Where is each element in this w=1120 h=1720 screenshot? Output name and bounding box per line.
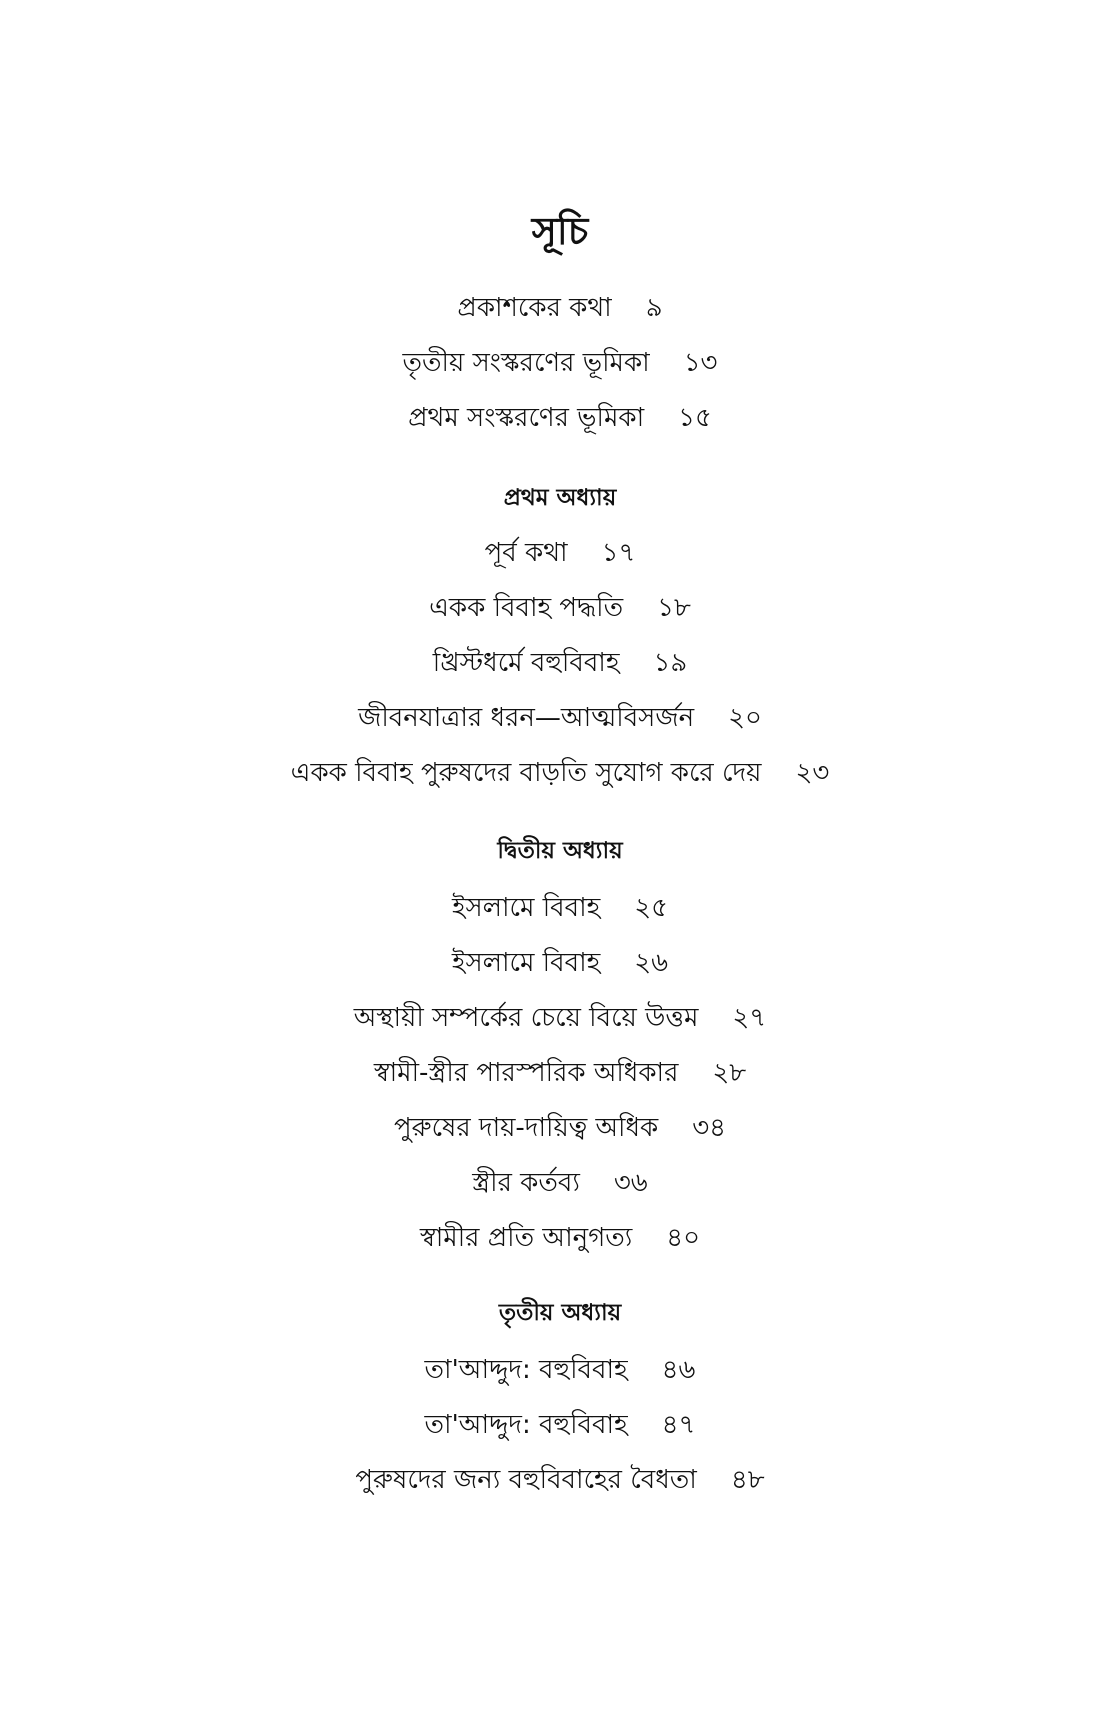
toc-entry-label: অস্থায়ী সম্পর্কের চেয়ে বিয়ে উত্তম xyxy=(353,1003,699,1033)
toc-entry-label: ইসলামে বিবাহ xyxy=(451,893,601,923)
toc-entry-label: পূর্ব কথা xyxy=(484,538,568,568)
toc-page-number: ২৮ xyxy=(712,1058,747,1088)
toc-page-number: ৪৭ xyxy=(661,1410,696,1440)
toc-page-number: ২৩ xyxy=(795,758,830,788)
toc-entry-label: স্বামীর প্রতি আনুগত্য xyxy=(419,1223,633,1253)
toc-entry xyxy=(0,595,1120,621)
toc-entry xyxy=(0,1060,1120,1086)
toc-page-number: ৪০ xyxy=(666,1223,701,1253)
toc-entry-first-edition-preface xyxy=(0,405,1120,431)
toc-entry xyxy=(0,1357,1120,1383)
toc-entry-label: একক বিবাহ পুরুষদের বাড়তি সুযোগ করে দেয় xyxy=(290,758,762,788)
toc-page-number: ১৫ xyxy=(678,403,712,433)
toc-entry xyxy=(0,1170,1120,1196)
toc-entry xyxy=(0,1115,1120,1141)
toc-entry-publishers-note xyxy=(0,295,1120,321)
toc-page-number: ২০ xyxy=(728,703,762,733)
toc-entry-label: খ্রিস্টধর্মে বহুবিবাহ xyxy=(432,648,620,678)
toc-entry-label: স্ত্রীর কর্তব্য xyxy=(472,1168,580,1198)
toc-entry xyxy=(0,540,1120,566)
toc-page-number: ১৯ xyxy=(653,648,688,678)
toc-entry-label: প্রথম সংস্করণের ভূমিকা xyxy=(408,403,645,433)
chapter-heading-2: দ্বিতীয় অধ্যায় xyxy=(497,838,623,864)
toc-entry xyxy=(0,1225,1120,1251)
toc-entry-label: ইসলামে বিবাহ xyxy=(451,948,601,978)
toc-entry xyxy=(0,650,1120,676)
toc-page-number: ২৫ xyxy=(634,893,669,923)
toc-page-number: ২৭ xyxy=(732,1003,767,1033)
toc-page-number: ৩৬ xyxy=(613,1168,648,1198)
toc-entry-label: প্রকাশকের কথা xyxy=(457,293,612,323)
toc-page-number: ১৭ xyxy=(601,538,636,568)
toc-page-number: ৪৮ xyxy=(730,1465,765,1495)
toc-entry-label: একক বিবাহ পদ্ধতি xyxy=(429,593,624,623)
toc-entry xyxy=(0,1467,1120,1493)
toc-entry-third-edition-preface xyxy=(0,350,1120,376)
toc-entry-label: স্বামী-স্ত্রীর পারস্পরিক অধিকার xyxy=(373,1058,679,1088)
toc-page-number: ২৬ xyxy=(634,948,669,978)
toc-page-number: ৩৪ xyxy=(692,1113,727,1143)
toc-entry xyxy=(0,1005,1120,1031)
toc-page-number: ৪৬ xyxy=(661,1355,696,1385)
toc-page-number: ৯ xyxy=(645,293,663,323)
chapter-heading-3: তৃতীয় অধ্যায় xyxy=(498,1300,622,1326)
toc-entry xyxy=(0,950,1120,976)
toc-entry xyxy=(0,760,1120,786)
toc-entry xyxy=(0,705,1120,731)
toc-entry-label: তা'আদ্দুদ: বহুবিবাহ xyxy=(424,1355,628,1385)
toc-page-number: ১৩ xyxy=(683,348,718,378)
toc-entry xyxy=(0,1412,1120,1438)
toc-entry xyxy=(0,895,1120,921)
toc-entry-label: পুরুষদের জন্য বহুবিবাহের বৈধতা xyxy=(355,1465,697,1495)
toc-entry-label: তা'আদ্দুদ: বহুবিবাহ xyxy=(424,1410,628,1440)
toc-page-number: ১৮ xyxy=(657,593,691,623)
toc-entry-label: পুরুষের দায়-দায়িত্ব অধিক xyxy=(393,1113,659,1143)
chapter-heading-1: প্রথম অধ্যায় xyxy=(503,485,617,511)
page-title: সূচি xyxy=(531,209,589,253)
toc-entry-label: তৃতীয় সংস্করণের ভূমিকা xyxy=(402,348,650,378)
toc-entry-label: জীবনযাত্রার ধরন—আত্মবিসর্জন xyxy=(358,703,695,733)
